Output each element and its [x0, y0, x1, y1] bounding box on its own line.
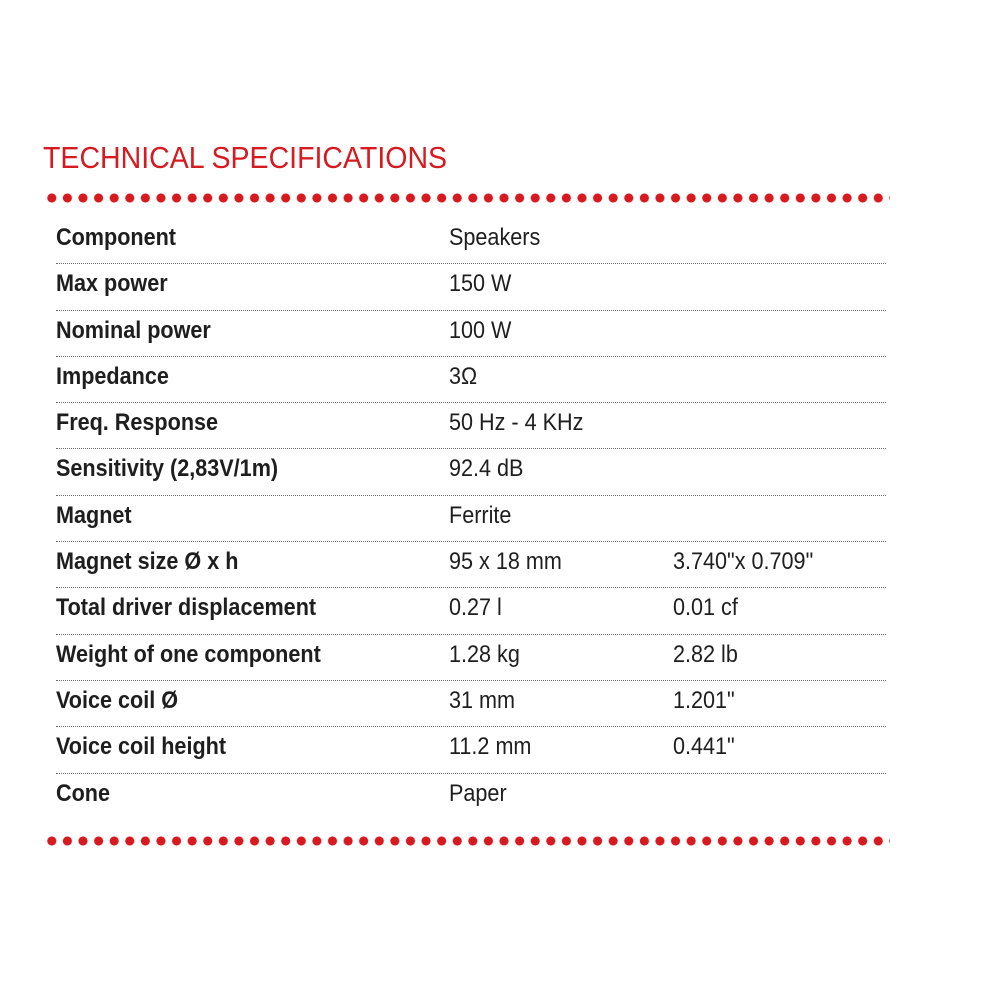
dotted-divider-top	[44, 192, 890, 204]
spec-label: Sensitivity (2,83V/1m)	[56, 455, 279, 483]
spec-value: 11.2 mm	[449, 733, 532, 761]
spec-row	[56, 635, 886, 681]
spec-row	[56, 496, 886, 542]
spec-value-imperial: 2.82 lb	[673, 640, 738, 668]
spec-label: Weight of one component	[56, 640, 321, 668]
spec-row	[56, 264, 886, 310]
spec-value-imperial: 0.01 cf	[673, 594, 738, 622]
spec-label: Voice coil Ø	[56, 686, 179, 714]
spec-table	[56, 218, 886, 820]
spec-value: 50 Hz - 4 KHz	[449, 409, 584, 437]
spec-label: Max power	[56, 270, 168, 298]
spec-label: Cone	[56, 779, 110, 807]
spec-value: 31 mm	[449, 686, 516, 714]
spec-label: Magnet	[56, 501, 132, 529]
spec-value: 150 W	[449, 270, 512, 298]
spec-row	[56, 588, 886, 634]
spec-value-imperial: 3.740"x 0.709"	[673, 548, 814, 576]
spec-label: Freq. Response	[56, 409, 219, 437]
spec-value: Paper	[449, 779, 507, 807]
spec-value-imperial: 0.441"	[673, 733, 735, 761]
spec-label: Total driver displacement	[56, 594, 317, 622]
dotted-divider-bottom	[44, 835, 890, 847]
spec-label: Nominal power	[56, 316, 211, 344]
spec-value: Speakers	[449, 224, 541, 251]
spec-row	[56, 774, 886, 820]
spec-row	[56, 311, 886, 357]
spec-value: 92.4 dB	[449, 455, 524, 483]
spec-value: 3Ω	[449, 362, 478, 390]
spec-value: 100 W	[449, 316, 512, 344]
spec-value-imperial: 1.201"	[673, 686, 735, 714]
spec-row	[56, 218, 886, 264]
spec-row	[56, 449, 886, 495]
spec-value: 0.27 l	[449, 594, 502, 622]
spec-row	[56, 681, 886, 727]
spec-label: Magnet size Ø x h	[56, 548, 239, 576]
spec-row	[56, 727, 886, 773]
spec-row	[56, 357, 886, 403]
spec-value: 95 x 18 mm	[449, 548, 562, 576]
spec-label: Component	[56, 224, 176, 251]
spec-label: Impedance	[56, 362, 169, 390]
page-title: TECHNICAL SPECIFICATIONS	[43, 140, 448, 175]
spec-label: Voice coil height	[56, 733, 227, 761]
spec-value: Ferrite	[449, 501, 512, 529]
spec-row	[56, 542, 886, 588]
spec-value: 1.28 kg	[449, 640, 520, 668]
spec-row	[56, 403, 886, 449]
